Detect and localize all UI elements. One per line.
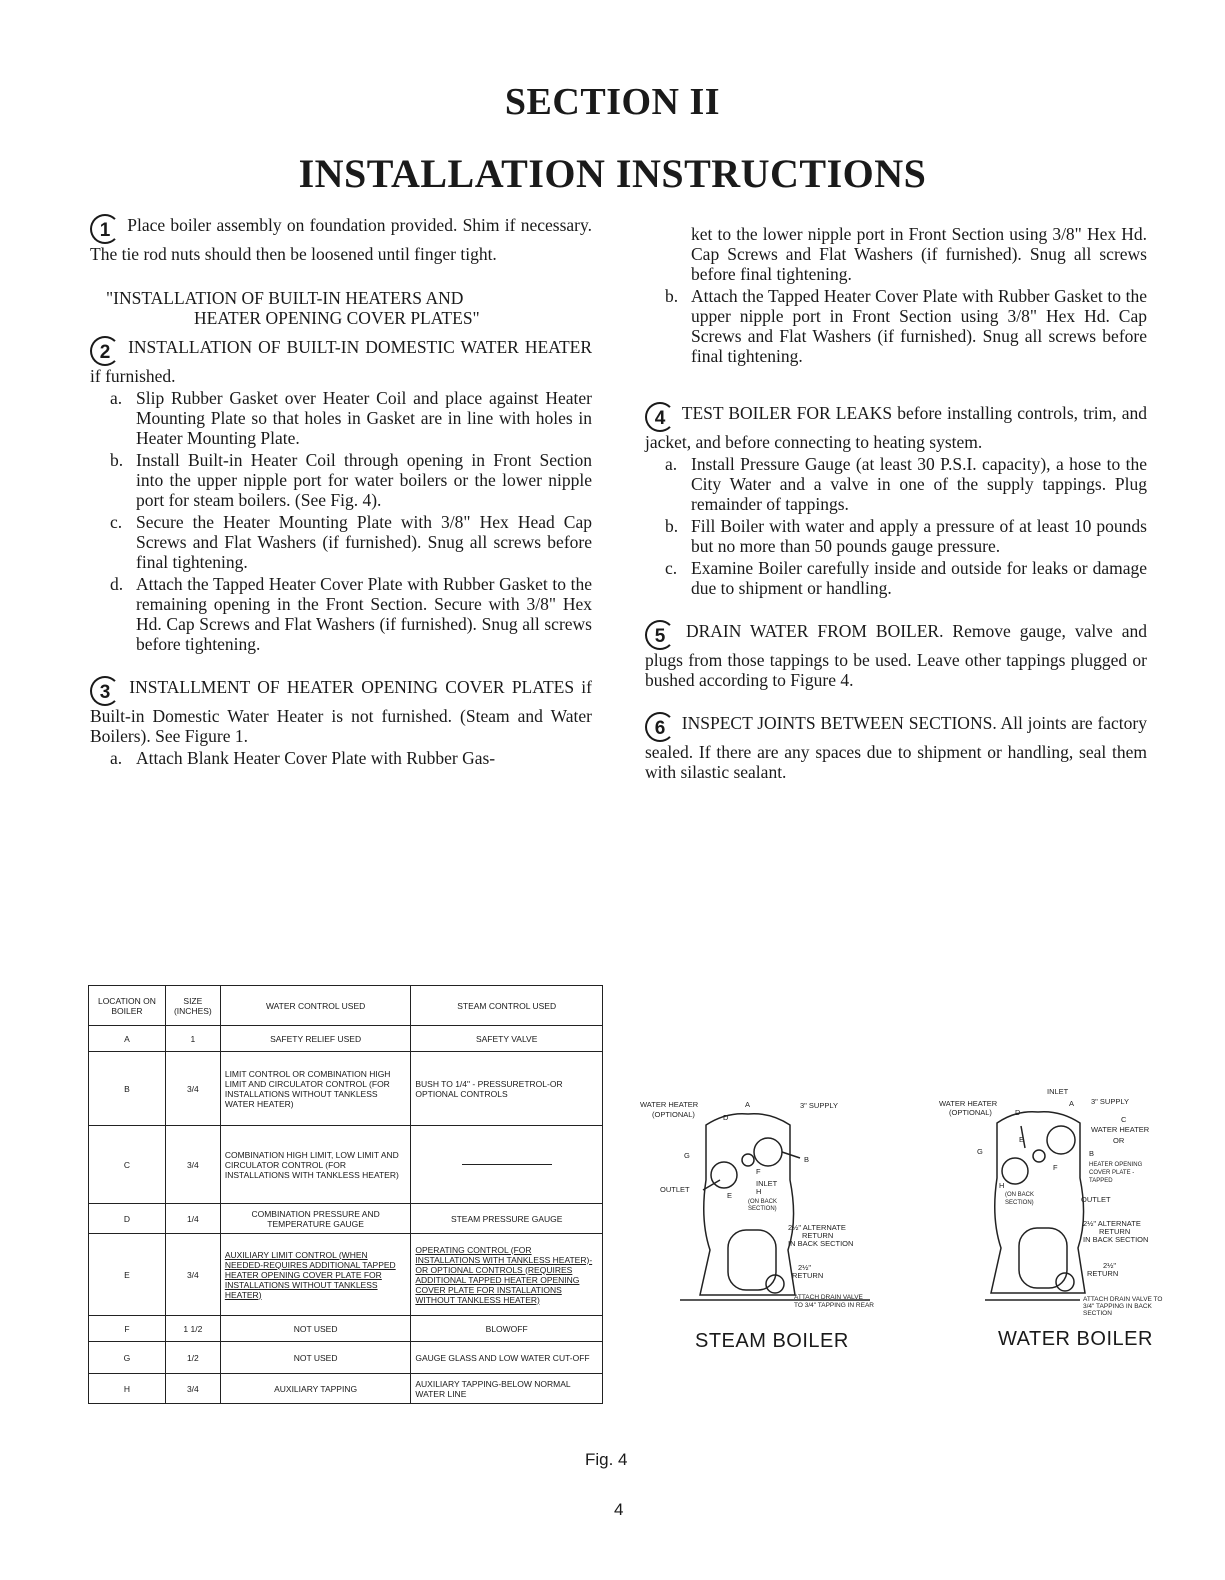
water-label-inlet: INLET [1047,1087,1069,1096]
table-row [89,1374,603,1404]
list-item [110,748,592,768]
water-label-or: OR [1113,1136,1125,1145]
steam-label-water-heater: WATER HEATER [640,1100,699,1109]
quote-heading-line-2: HEATER OPENING COVER PLATES" [194,308,480,328]
water-label-g: G [977,1147,983,1156]
steam-label-d: D [723,1113,729,1122]
water-label-water-heater: WATER HEATER [939,1099,998,1108]
step-1 [90,214,592,264]
water-label-cover-1: HEATER OPENING [1089,1162,1143,1168]
list-item [665,286,1147,366]
cell-location: B [89,1052,166,1126]
step-number-badge: 1 [90,214,120,244]
list-item [665,454,1147,514]
step-number-badge: 3 [90,676,120,706]
table-row [89,1052,603,1126]
quote-heading-line-1: "INSTALLATION OF BUILT-IN HEATERS AND [106,288,464,308]
cell-size: 3/4 [165,1126,220,1204]
table-header-row [89,986,603,1026]
item-label: c. [110,512,123,532]
water-label-optional: (OPTIONAL) [949,1108,992,1117]
step-number-badge: 4 [645,402,675,432]
step-4-list [645,454,1147,598]
water-label-return-word: RETURN [1099,1227,1131,1236]
cell-location: G [89,1342,166,1374]
steam-boiler-inner-section [728,1230,776,1290]
item-label: b. [665,516,679,536]
step-2-text: INSTALLATION OF BUILT-IN DOMESTIC WATER HEATER if furnished. [90,337,592,386]
steam-label-in-back-section: IN BACK SECTION [788,1239,854,1248]
table-row [89,1126,603,1204]
list-item [665,224,1147,284]
steam-label-return-size: 2½" [798,1263,812,1272]
water-label-cover-3: TAPPED [1089,1178,1113,1184]
figure-label: Fig. 4 [585,1450,628,1469]
step-2-list [90,388,592,654]
cell-location: D [89,1204,166,1234]
step-number-badge: 6 [645,712,675,742]
steam-label-f: F [756,1167,761,1176]
cell-steam: GAUGE GLASS AND LOW WATER CUT-OFF [411,1342,603,1374]
table-row [89,1204,603,1234]
cell-size: 3/4 [165,1234,220,1316]
table-header-size: SIZE (INCHES) [165,986,220,1026]
table-row [89,1316,603,1342]
list-item [110,388,592,448]
steam-label-return: RETURN [792,1271,824,1280]
water-label-cover-2: COVER PLATE - [1089,1170,1135,1176]
step-4-text: TEST BOILER FOR LEAKS before installing controls, trim, and jacket, and before connecting to heating system. [645,403,1147,452]
steam-label-supply: 3" SUPPLY [800,1101,838,1110]
item-label: a. [110,388,123,408]
steam-label-outlet: OUTLET [660,1185,690,1194]
table-header-steam: STEAM CONTROL USED [411,986,603,1026]
steam-label-drain-2: TO 3/4" TAPPING IN REAR [794,1302,874,1309]
item-text: Slip Rubber Gasket over Heater Coil and place against Heater Mounting Plate so that holes in Gasket are in line with holes in Heater Mounting Plate. [136,388,592,448]
item-label: c. [665,558,678,578]
steam-label-on-back: (ON BACK [748,1199,778,1205]
step-3-list-start [90,748,592,768]
steam-tapping-g [711,1162,737,1188]
water-label-return: RETURN [1087,1269,1119,1278]
item-label: d. [110,574,124,594]
water-boiler-caption: WATER BOILER [998,1328,1153,1350]
water-label-supply: 3" SUPPLY [1091,1097,1129,1106]
cell-location: H [89,1374,166,1404]
cell-steam [411,1126,603,1204]
steam-label-g: G [684,1151,690,1160]
steam-label-alt-return: 2½" ALTERNATE [788,1223,846,1232]
item-text: Install Pressure Gauge (at least 30 P.S.I. capacity), a hose to the City Water and a valve in one of the supply tappings. Plug remainder of tappings. [691,454,1147,514]
step-5-text: DRAIN WATER FROM BOILER. Remove gauge, valve and plugs from those tappings to be used. Leave other tappings plugged or bushed according to Figure 4. [645,621,1147,690]
cell-water: NOT USED [220,1342,411,1374]
water-label-return-size: 2½" [1103,1261,1117,1270]
cell-water: SAFETY RELIEF USED [220,1026,411,1052]
water-label-on-back: (ON BACK [1005,1192,1035,1198]
step-3 [90,676,592,746]
steam-heater-cover-plate [754,1138,782,1166]
steam-label-return-word: RETURN [802,1231,834,1240]
item-label: a. [665,454,678,474]
page-number: 4 [614,1500,624,1519]
cell-water: AUXILIARY TAPPING [220,1374,411,1404]
steam-label-a: A [745,1100,751,1109]
table-header-water: WATER CONTROL USED [220,986,411,1026]
cell-location: A [89,1026,166,1052]
item-text: Secure the Heater Mounting Plate with 3/8" Hex Head Cap Screws and Flat Washers (if furnished). Snug all screws before final tightening. [136,512,592,572]
cell-location: E [89,1234,166,1316]
water-label-alt-return: 2½" ALTERNATE [1083,1219,1141,1228]
water-label-drain-2: 3/4" TAPPING IN BACK [1083,1303,1152,1310]
steam-label-e: E [727,1191,733,1200]
steam-label-h: H [756,1187,762,1196]
cell-water: AUXILIARY LIMIT CONTROL (WHEN NEEDED-REQUIRES ADDITIONAL TAPPED HEATER OPENING COVER PLATE FOR INSTALLATIONS WITHOUT TANKLESS HEATER) [220,1234,411,1316]
table-row [89,1026,603,1052]
step-3-text: INSTALLMENT OF HEATER OPENING COVER PLATES if Built-in Domestic Water Heater is not furnished. (Steam and Water Boilers). See Figure 1. [90,677,592,746]
water-label-water-heater-2: WATER HEATER [1091,1125,1150,1134]
cell-steam: AUXILIARY TAPPING-BELOW NORMAL WATER LINE [411,1374,603,1404]
water-label-drain-3: SECTION [1083,1310,1112,1317]
water-boiler-diagram [935,1078,1190,1318]
item-label: b. [110,450,124,470]
cell-steam: STEAM PRESSURE GAUGE [411,1204,603,1234]
cell-water: LIMIT CONTROL OR COMBINATION HIGH LIMIT AND CIRCULATOR CONTROL (FOR INSTALLATIONS WITHOUT TANKLESS WATER HEATER) [220,1052,411,1126]
water-label-drain-1: ATTACH DRAIN VALVE TO [1083,1296,1163,1303]
cell-location: F [89,1316,166,1342]
cell-water: NOT USED [220,1316,411,1342]
cell-size: 1/4 [165,1204,220,1234]
list-item [665,516,1147,556]
item-text: Fill Boiler with water and apply a pressure of at least 10 pounds but no more than 50 pounds gauge pressure. [691,516,1147,556]
steam-label-inlet: INLET [756,1179,778,1188]
cell-location: C [89,1126,166,1204]
list-item [110,512,592,572]
list-item [665,558,1147,598]
water-label-c: C [1121,1115,1127,1124]
steam-boiler-diagram [640,1080,910,1320]
item-text: Examine Boiler carefully inside and outside for leaks or damage due to shipment or handling. [691,558,1147,598]
water-heater-cover-plate [1047,1126,1075,1154]
steam-boiler-caption: STEAM BOILER [695,1330,849,1352]
item-label: a. [110,748,123,768]
cell-steam: OPERATING CONTROL (FOR INSTALLATIONS WITH TANKLESS HEATER)-OR OPTIONAL CONTROLS (REQUIRES ADDITIONAL TAPPED HEATER OPENING COVER PLATE FOR INSTALLATIONS WITHOUT TANKLESS HEATER) [411,1234,603,1316]
water-label-outlet: OUTLET [1081,1195,1111,1204]
cell-water: COMBINATION PRESSURE AND TEMPERATURE GAUGE [220,1204,411,1234]
steam-label-b: B [804,1155,810,1164]
water-label-a: A [1069,1099,1075,1108]
step-2 [90,336,592,386]
cell-size: 3/4 [165,1374,220,1404]
steam-label-drain-1: ATTACH DRAIN VALVE [794,1294,863,1301]
step-6 [645,712,1147,782]
tapping-table [88,985,603,1404]
empty-cell-rule [462,1164,552,1165]
water-boiler-inner-section [1019,1228,1067,1288]
cell-steam: SAFETY VALVE [411,1026,603,1052]
water-label-b: B [1089,1149,1095,1158]
item-label [665,224,691,284]
step-number-badge: 2 [90,336,120,366]
cell-steam: BLOWOFF [411,1316,603,1342]
cell-size: 1/2 [165,1342,220,1374]
step-4 [645,402,1147,452]
table-row [89,1342,603,1374]
item-text: Attach Blank Heater Cover Plate with Rubber Gas- [136,748,496,768]
cell-size: 1 [165,1026,220,1052]
main-title: INSTALLATION INSTRUCTIONS [298,151,927,196]
water-tapping-g [1002,1158,1028,1184]
table-row [89,1234,603,1316]
steam-label-optional: (OPTIONAL) [652,1110,695,1119]
table-header-location: LOCATION ON BOILER [89,986,166,1026]
water-label-f: F [1053,1163,1058,1172]
item-text: Attach the Tapped Heater Cover Plate with Rubber Gasket to the upper nipple port in Front Section using 3/8" Hex Hd. Cap Screws and Flat Washers (if furnished). Snug all screws before final tightening. [691,286,1147,366]
step-6-text: INSPECT JOINTS BETWEEN SECTIONS. All joints are factory sealed. If there are any spaces due to shipment or handling, seal them with silastic sealant. [645,713,1148,782]
water-label-h: H [999,1181,1005,1190]
list-item [110,574,592,654]
item-text: Attach the Tapped Heater Cover Plate with Rubber Gasket to the remaining opening in the Front Section. Secure with 3/8" Hex Hd. Cap Screws and Flat Washers (if furnished). Snug all screws before tightening. [136,574,592,654]
step-number-badge: 5 [645,620,675,650]
steam-label-section: SECTION) [748,1206,777,1212]
cell-steam: BUSH TO 1/4" - PRESSURETROL-OR OPTIONAL CONTROLS [411,1052,603,1126]
step-3-list-continued [645,224,1147,366]
cell-water: COMBINATION HIGH LIMIT, LOW LIMIT AND CIRCULATOR CONTROL (FOR INSTALLATIONS WITH TANKLESS HEATER) [220,1126,411,1204]
item-text: Install Built-in Heater Coil through opening in Front Section into the upper nipple port for water boilers or the lower nipple port for steam boilers. (See Fig. 4). [136,450,592,510]
list-item [110,450,592,510]
item-text-continued: ket to the lower nipple port in Front Section using 3/8" Hex Hd. Cap Screws and Flat Washers (if furnished). Snug all screws before final tightening. [691,224,1147,284]
water-label-in-back-section: IN BACK SECTION [1083,1235,1149,1244]
left-column [90,214,592,768]
cell-size: 3/4 [165,1052,220,1126]
water-label-section: SECTION) [1005,1200,1034,1206]
water-label-e: E [1019,1135,1025,1144]
item-label: b. [665,286,679,306]
step-1-text: Place boiler assembly on foundation provided. Shim if necessary. The tie rod nuts should then be loosened until finger tight. [90,215,592,264]
right-column [645,222,1147,782]
water-return-tapping [1056,1273,1074,1291]
step-5 [645,620,1147,690]
cell-size: 1 1/2 [165,1316,220,1342]
section-title: SECTION II [504,81,721,123]
water-label-d: D [1015,1108,1021,1117]
